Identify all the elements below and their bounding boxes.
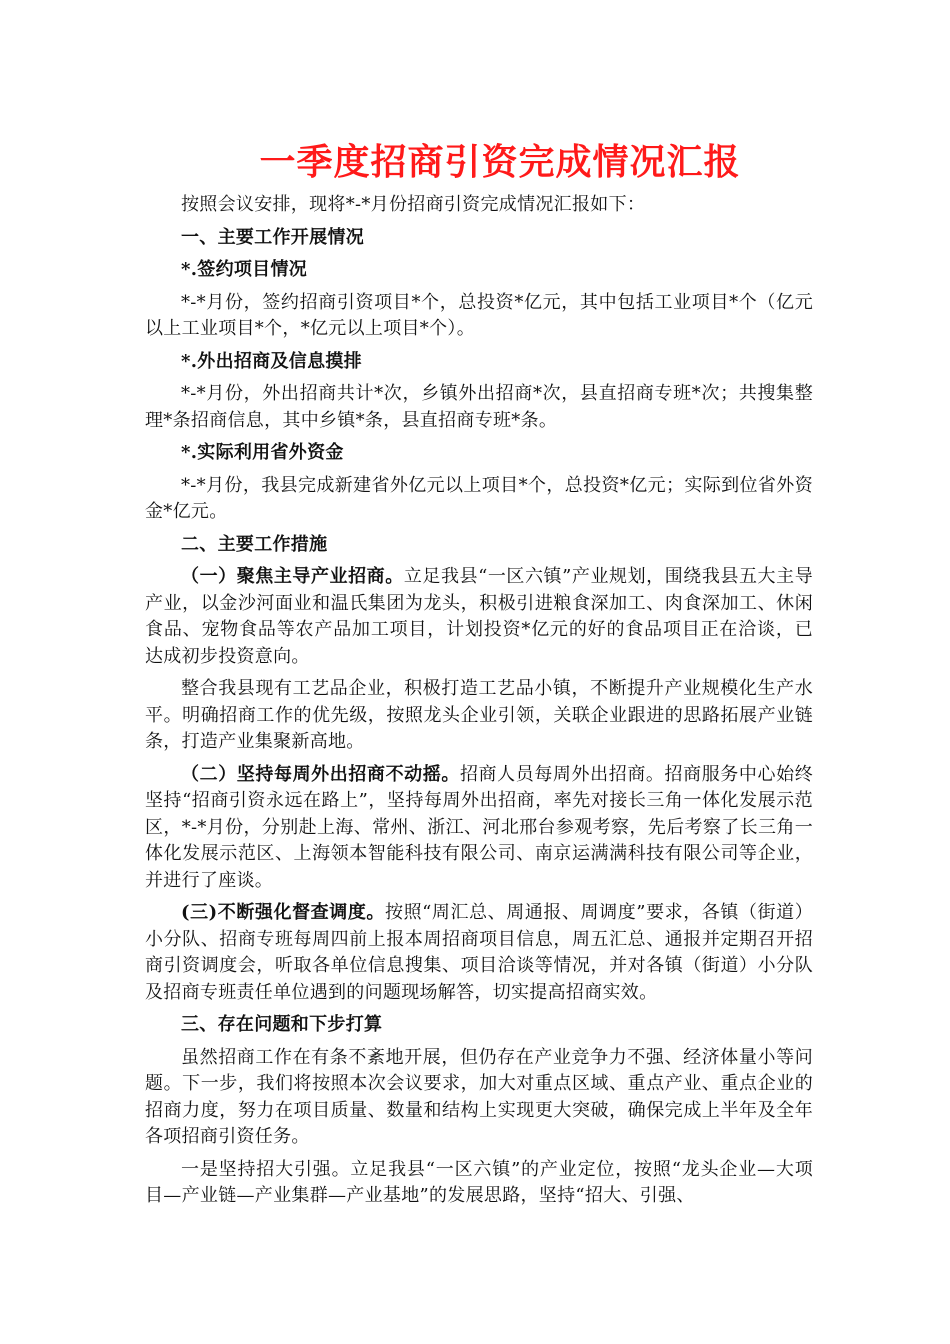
document-body — [145, 192, 813, 1210]
section-3-heading: 三、存在问题和下步打算 — [181, 1014, 383, 1035]
measure-2-paragraph — [145, 762, 813, 895]
section-3-paragraph-2: 一是坚持招大引强。立足我县“一区六镇”的产业定位，按照“龙头企业—大项目—产业链—产业集群—产业基地”的发展思路，坚持“招大、引强、 — [145, 1158, 813, 1206]
measure-1b-paragraph: 整合我县现有工艺品企业，积极打造工艺品小镇，不断提升产业规模化生产水平。明确招商工作的优先级，按照龙头企业引领，关联企业跟进的思路拓展产业链条，打造产业集聚新高地。 — [145, 678, 813, 752]
measure-3-paragraph — [145, 900, 813, 1006]
measure-3-text: 按照“周汇总、周通报、周调度”要求，各镇（街道）小分队、招商专班每周四前上报本周招商项目信息，周五汇总、通报并定期召开招商引资调度会，听取各单位信息搜集、项目洽谈等情况，并对各镇（街道）小分队及招商专班责任单位遇到的问题现场解答，切实提高招商实效。 — [145, 902, 813, 1003]
subsection-outreach-text: *-*月份，外出招商共计*次，乡镇外出招商*次，县直招商专班*次；共搜集整理*条招商信息，其中乡镇*条，县直招商专班*条。 — [145, 383, 813, 431]
measure-1-text: 立足我县“一区六镇”产业规划，围绕我县五大主导产业，以金沙河面业和温氏集团为龙头，积极引进粮食深加工、肉食深加工、休闲食品、宠物食品等农产品加工项目，计划投资*亿元的好的食品项目正在洽谈，已达成初步投资意向。 — [145, 566, 813, 667]
measure-1-paragraph — [145, 564, 813, 670]
subsection-outreach-heading: *.外出招商及信息摸排 — [181, 350, 362, 372]
measure-2-lead: （二）坚持每周外出招商不动摇。 — [181, 763, 460, 785]
subsection-signing-heading: *.签约项目情况 — [181, 259, 308, 280]
section-1-heading: 一、主要工作开展情况 — [181, 226, 364, 248]
document-title: 一季度招商引资完成情况汇报 — [259, 141, 741, 183]
intro-paragraph: 按照会议安排，现将*-*月份招商引资完成情况汇报如下： — [181, 194, 646, 215]
subsection-signing-text: *-*月份，签约招商引资项目*个，总投资*亿元，其中包括工业项目*个（亿元以上工业项目*个，*亿元以上项目*个）。 — [145, 291, 813, 339]
measure-3-lead: (三)不断强化督查调度。 — [181, 902, 385, 923]
section-3-paragraph-1: 虽然招商工作在有条不紊地开展，但仍存在产业竞争力不强、经济体量小等问题。下一步，我们将按照本次会议要求，加大对重点区域、重点产业、重点企业的招商力度，努力在项目质量、数量和结构上实现更大突破，确保完成上半年及全年各项招商引资任务。 — [145, 1046, 813, 1147]
section-2-heading: 二、主要工作措施 — [181, 533, 328, 555]
measure-1-lead: （一）聚焦主导产业招商。 — [181, 566, 404, 587]
subsection-funds-heading: *.实际利用省外资金 — [181, 442, 344, 463]
measure-2-text: 招商人员每周外出招商。招商服务中心始终坚持“招商引资永远在路上”，坚持每周外出招商，率先对接长三角一体化发展示范区，*-*月份，分别赴上海、常州、浙江、河北邢台参观考察，先后考察了长三角一体化发展示范区、上海领本智能科技有限公司、南京运满满科技有限公司等企业，并进行了座谈。 — [145, 763, 813, 891]
subsection-funds-text: *-*月份，我县完成新建省外亿元以上项目*个，总投资*亿元；实际到位省外资金*亿元。 — [145, 474, 813, 522]
